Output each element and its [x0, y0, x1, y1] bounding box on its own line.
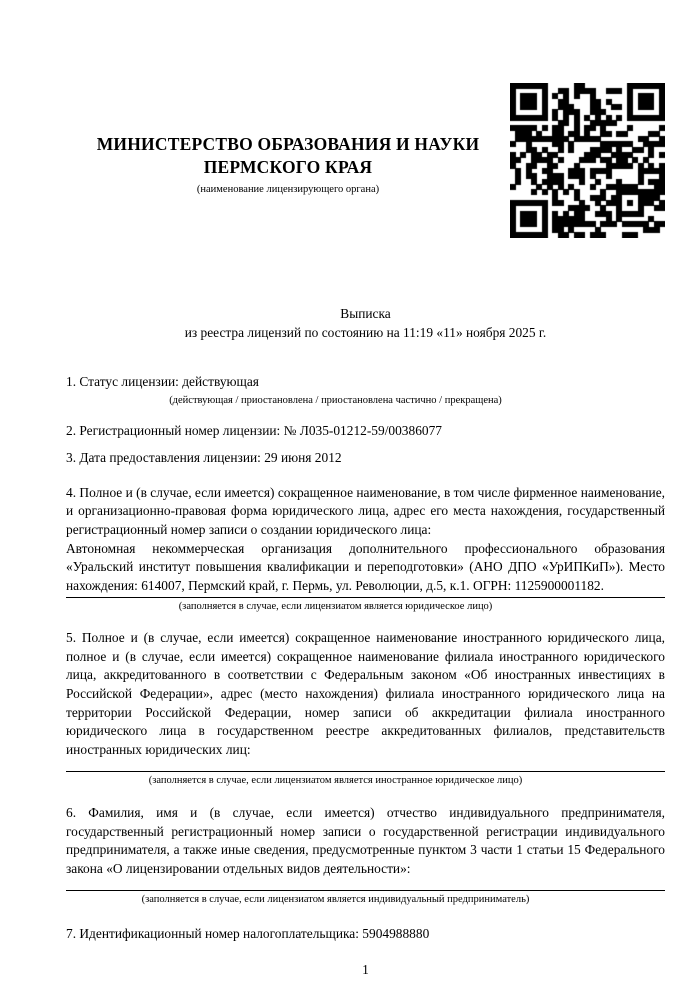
field-foreign-entity-note: (заполняется в случае, если лицензиатом является иностранное юридическое лицо): [148, 774, 523, 786]
document-title: [66, 305, 665, 342]
field-foreign-entity-blank: [66, 760, 665, 770]
field-legal-entity-text: 4. Полное и (в случае, если имеется) сокращенное наименование, в том числе фирменное наименование, и организационно-правовая форма юридического лица, адрес его места нахождения, государственный регистрационный номер записи о создании юридического лица:: [66, 484, 665, 538]
field-individual-entrepreneur: [66, 804, 665, 906]
field-individual-entrepreneur-text: 6. Фамилия, имя и (в случае, если имеется) отчество индивидуального предпринимателя, государственный регистрационный номер записи о государственной регистрации индивидуального предпринимателя, а также иные сведения, предусмотренные пунктом 3 части 1 статьи 15 Федерального закона «О лицензировании отдельных видов деятельности»:: [66, 805, 665, 877]
field-foreign-entity: [66, 629, 665, 787]
field-individual-entrepreneur-blank: [66, 879, 665, 889]
field-individual-entrepreneur-underline: [66, 890, 665, 891]
field-taxpayer-id: [66, 925, 665, 944]
field-foreign-entity-text: 5. Полное и (в случае, если имеется) сокращенное наименование иностранного юридического лица, полное и (в случае, если имеется) сокращенное наименование филиала иностранного юридического лица, аккредитованного в соответствии с Федеральным законом «Об иностранных инвестициях в Российской Федерации», адрес (место нахождения) филиала иностранного юридического лица на территории Российской Федерации, номер записи об аккредитации филиала иностранного юридического лица в государственном реестре аккредитованных филиалов, представительств иностранных юридических лиц:: [66, 630, 665, 757]
issuing-authority-name: [66, 133, 510, 180]
field-legal-entity-value: Автономная некоммерческая организация дополнительного профессионального образования «Уральский институт повышения квалификации и переподготовки» (АНО ДПО «УрИПКиП»). Место нахождения: 614007, Пермский край, г. Пермь, ул. Революции, д.5, к.1. ОГРН: 1125900001182.: [66, 540, 665, 593]
document-title-line1: Выписка: [340, 306, 391, 321]
field-grant-date: [66, 449, 665, 468]
field-taxpayer-id-text: 7. Идентификационный номер налогоплательщика: 5904988880: [66, 926, 430, 942]
document-title-line2: из реестра лицензий по состоянию на 11:19 «11» ноября 2025 г.: [184, 324, 547, 340]
field-registration-number-text: 2. Регистрационный номер лицензии: № Л035-01212-59/00386077: [66, 422, 442, 438]
field-license-status-text: 1. Статус лицензии: действующая: [66, 374, 259, 390]
field-foreign-entity-underline: [66, 771, 665, 772]
field-legal-entity: [66, 484, 665, 613]
field-legal-entity-underline: [66, 597, 665, 598]
field-individual-entrepreneur-note: (заполняется в случае, если лицензиатом является индивидуальный предприниматель): [141, 893, 530, 905]
field-registration-number: [66, 422, 665, 441]
issuing-authority-block: [66, 83, 510, 196]
issuing-authority-caption: (наименование лицензирующего органа): [196, 183, 380, 195]
field-license-status-note: (действующая / приостановлена / приостановлена частично / прекращена): [169, 394, 502, 406]
field-legal-entity-note: (заполняется в случае, если лицензиатом является юридическое лицо): [178, 600, 493, 612]
field-license-status: [66, 373, 665, 407]
field-grant-date-text: 3. Дата предоставления лицензии: 29 июня 2012: [66, 450, 342, 466]
issuing-authority-name-line2: ПЕРМСКОГО КРАЯ: [203, 157, 373, 178]
issuing-authority-name-line1: МИНИСТЕРСТВО ОБРАЗОВАНИЯ И НАУКИ: [96, 134, 480, 154]
page-number: 1: [362, 961, 369, 977]
qr-code: [510, 83, 665, 238]
document-header: [66, 83, 665, 238]
